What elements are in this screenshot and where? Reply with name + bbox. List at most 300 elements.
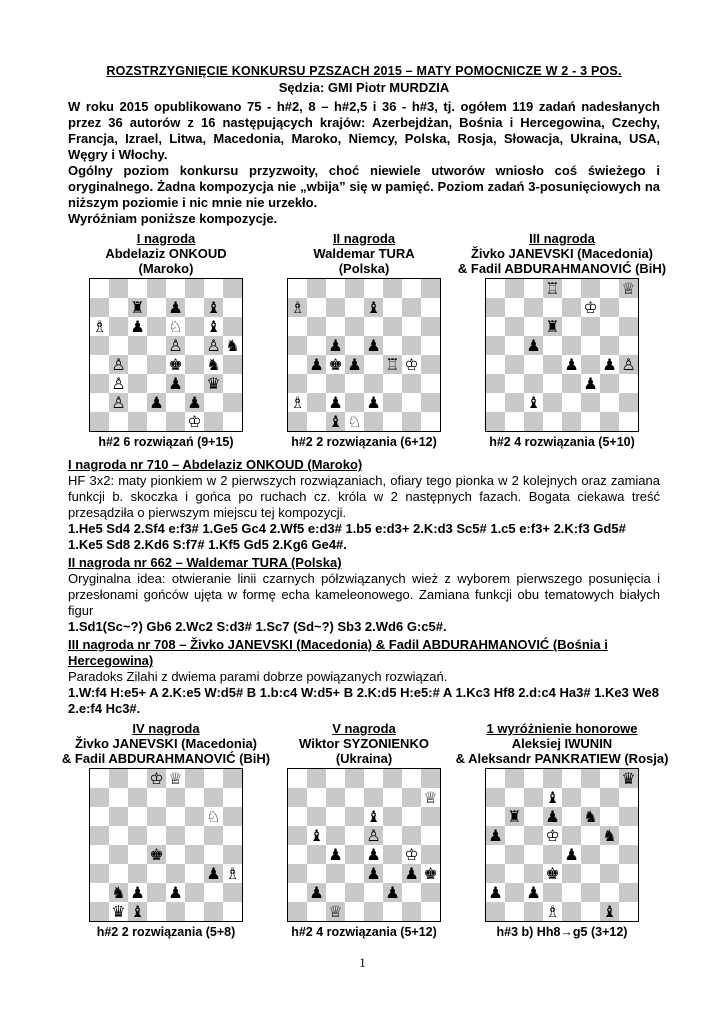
board-square xyxy=(543,788,562,807)
board-square xyxy=(402,393,421,412)
board-square xyxy=(288,374,307,393)
board-square xyxy=(505,279,524,298)
solution-moves: 1.W:f4 H:e5+ A 2.K:e5 W:d5# B 1.b:c4 W:d5+ B 2.K:d5 H:e5:# A 1.Kc3 Hf8 2.d:c4 Ha3# 1.Ke3 We8 2.e:f4 Hc3#. xyxy=(68,685,659,716)
board-square xyxy=(383,826,402,845)
board-square xyxy=(204,807,223,826)
board-square xyxy=(524,355,543,374)
board-square xyxy=(364,355,383,374)
board-square xyxy=(543,826,562,845)
board-square xyxy=(486,769,505,788)
board-square xyxy=(345,902,364,921)
white-knight-icon: ♘ xyxy=(206,807,221,826)
board-square xyxy=(345,336,364,355)
black-bishop-icon: ♝ xyxy=(328,412,343,431)
board-square xyxy=(109,355,128,374)
board-square xyxy=(383,374,402,393)
board-square xyxy=(307,902,326,921)
board-square xyxy=(524,298,543,317)
board-square xyxy=(402,374,421,393)
black-pawn-icon: ♟ xyxy=(328,393,343,412)
board-square xyxy=(402,883,421,902)
board-square xyxy=(421,883,440,902)
board-square xyxy=(581,864,600,883)
diagram-prize-5 xyxy=(266,721,462,939)
black-pawn-icon: ♟ xyxy=(366,845,381,864)
black-king-icon: ♚ xyxy=(423,864,438,883)
board-square xyxy=(90,317,109,336)
board-square xyxy=(166,298,185,317)
board-square xyxy=(600,826,619,845)
board-square xyxy=(505,393,524,412)
board-square xyxy=(364,826,383,845)
board-square xyxy=(185,883,204,902)
board-square xyxy=(505,826,524,845)
board-square xyxy=(486,412,505,431)
chess-board xyxy=(485,278,639,432)
board-square xyxy=(90,883,109,902)
board-square xyxy=(619,845,638,864)
board-square xyxy=(326,883,345,902)
board-square xyxy=(204,374,223,393)
board-square xyxy=(307,298,326,317)
board-square xyxy=(383,279,402,298)
board-square xyxy=(147,788,166,807)
board-square xyxy=(223,317,242,336)
black-king-icon: ♚ xyxy=(545,864,560,883)
board-square xyxy=(307,412,326,431)
board-square xyxy=(307,393,326,412)
black-pawn-icon: ♟ xyxy=(366,864,381,883)
board-square xyxy=(109,769,128,788)
board-square xyxy=(223,393,242,412)
black-pawn-icon: ♟ xyxy=(328,845,343,864)
board-square xyxy=(619,393,638,412)
black-bishop-icon: ♝ xyxy=(602,902,617,921)
board-square xyxy=(619,298,638,317)
black-pawn-icon: ♟ xyxy=(168,298,183,317)
board-square xyxy=(204,336,223,355)
diagram-row-bottom xyxy=(61,721,669,939)
board-square xyxy=(90,355,109,374)
black-bishop-icon: ♝ xyxy=(526,393,541,412)
board-square xyxy=(600,788,619,807)
board-square xyxy=(326,374,345,393)
board-square xyxy=(486,807,505,826)
board-square xyxy=(185,374,204,393)
solution-block xyxy=(68,555,660,635)
author-line: & Fadil ABDURAHMANOVIĆ (BiH) xyxy=(61,751,271,766)
board-square xyxy=(486,279,505,298)
board-square xyxy=(383,355,402,374)
board-square xyxy=(619,317,638,336)
board-square xyxy=(307,317,326,336)
black-pawn-icon: ♟ xyxy=(149,393,164,412)
board-square xyxy=(147,374,166,393)
white-pawn-icon: ♙ xyxy=(111,355,126,374)
chess-board xyxy=(89,278,243,432)
board-square xyxy=(345,807,364,826)
diagram-caption: h#3 b) Hh8→g5 (3+12) xyxy=(496,925,628,939)
intro-paragraph: W roku 2015 opublikowano 75 - h#2, 8 – h#2,5 i 36 - h#3, tj. ogółem 119 zadań nadesłanych przez 36 autorów z 16 następujących krajów: Azerbejdżan, Bośnia i Hercegowina, Czechy, Francja, Izrael, Litwa, Macedonia, Maroko, Niemcy, Polska, Rosja, Słowacja, Ukraina, USA, Węgry i Włochy. xyxy=(68,99,660,162)
board-square xyxy=(185,788,204,807)
board-square xyxy=(543,336,562,355)
board-square xyxy=(128,393,147,412)
board-square xyxy=(345,826,364,845)
board-square xyxy=(345,788,364,807)
board-square xyxy=(147,412,166,431)
board-square xyxy=(421,902,440,921)
board-square xyxy=(147,393,166,412)
board-square xyxy=(147,317,166,336)
board-square xyxy=(223,845,242,864)
board-square xyxy=(402,788,421,807)
black-knight-icon: ♞ xyxy=(583,807,598,826)
board-square xyxy=(421,845,440,864)
board-square xyxy=(109,883,128,902)
board-square xyxy=(90,279,109,298)
solution-moves: 1.He5 Sd4 2.Sf4 e:f3# 1.Ge5 Gc4 2.Wf5 e:d3# 1.b5 e:d3+ 2.K:d3 Sc5# 1.c5 e:f3+ 2.K:f3 Gd5# 1.Ke5 Sd8 2.Kd6 S:f7# 1.Kf5 Gd5 2.Kg6 Ge4#. xyxy=(68,521,626,552)
board-square xyxy=(581,374,600,393)
board-square xyxy=(619,374,638,393)
board-square xyxy=(505,374,524,393)
board-square xyxy=(223,279,242,298)
board-square xyxy=(288,826,307,845)
board-square xyxy=(505,845,524,864)
board-square xyxy=(600,412,619,431)
board-square xyxy=(147,355,166,374)
white-pawn-icon: ♙ xyxy=(111,393,126,412)
black-rook-icon: ♜ xyxy=(507,807,522,826)
board-square xyxy=(364,279,383,298)
white-pawn-icon: ♙ xyxy=(168,336,183,355)
board-square xyxy=(421,788,440,807)
board-square xyxy=(581,845,600,864)
board-square xyxy=(421,864,440,883)
author-line: & Fadil ABDURAHMANOVIĆ (BiH) xyxy=(457,261,667,276)
board-square xyxy=(109,845,128,864)
board-square xyxy=(109,902,128,921)
board-square xyxy=(383,807,402,826)
board-square xyxy=(147,807,166,826)
board-square xyxy=(185,864,204,883)
black-pawn-icon: ♟ xyxy=(488,883,503,902)
white-pawn-icon: ♙ xyxy=(366,826,381,845)
board-square xyxy=(421,769,440,788)
author-line: Waldemar TURA xyxy=(313,246,415,261)
white-pawn-icon: ♙ xyxy=(206,336,221,355)
board-square xyxy=(204,864,223,883)
board-square xyxy=(619,883,638,902)
board-square xyxy=(581,336,600,355)
board-square xyxy=(185,298,204,317)
board-square xyxy=(600,902,619,921)
board-square xyxy=(307,883,326,902)
solution-heading: III nagroda nr 708 – Živko JANEVSKI (Macedonia) & Fadil ABDURAHMANOVIĆ (Bośnia i Hercegowina) xyxy=(68,637,608,668)
board-square xyxy=(619,412,638,431)
board-square xyxy=(543,317,562,336)
board-square xyxy=(600,279,619,298)
board-square xyxy=(562,393,581,412)
board-square xyxy=(600,355,619,374)
board-square xyxy=(505,864,524,883)
diagram-prize-2 xyxy=(266,231,462,449)
board-square xyxy=(562,412,581,431)
board-square xyxy=(581,769,600,788)
board-square xyxy=(128,902,147,921)
board-square xyxy=(402,355,421,374)
board-square xyxy=(364,788,383,807)
board-square xyxy=(600,864,619,883)
board-square xyxy=(204,826,223,845)
board-square xyxy=(600,883,619,902)
board-square xyxy=(581,788,600,807)
award-title: I nagroda xyxy=(136,231,196,246)
board-square xyxy=(204,393,223,412)
judge-line: Sędzia: GMI Piotr MURDZIA xyxy=(278,80,450,95)
board-square xyxy=(486,845,505,864)
solution-heading: I nagroda nr 710 – Abdelaziz ONKOUD (Maroko) xyxy=(68,457,363,472)
board-square xyxy=(128,883,147,902)
board-square xyxy=(383,298,402,317)
solution-heading: II nagroda nr 662 – Waldemar TURA (Polska) xyxy=(68,555,342,570)
board-square xyxy=(147,883,166,902)
board-square xyxy=(562,807,581,826)
award-title: 1 wyróżnienie honorowe xyxy=(486,721,638,736)
page-title: ROZSTRZYGNIĘCIE KONKURSU PZSZACH 2015 – MATY POMOCNICZE W 2 - 3 POS. xyxy=(106,64,622,78)
black-pawn-icon: ♟ xyxy=(130,883,145,902)
black-bishop-icon: ♝ xyxy=(206,298,221,317)
board-square xyxy=(421,317,440,336)
white-king-icon: ♔ xyxy=(404,845,419,864)
board-square xyxy=(486,883,505,902)
black-pawn-icon: ♟ xyxy=(347,355,362,374)
board-square xyxy=(505,298,524,317)
board-square xyxy=(128,788,147,807)
board-square xyxy=(600,298,619,317)
board-square xyxy=(619,279,638,298)
author-line: (Maroko) xyxy=(138,261,194,276)
board-square xyxy=(402,845,421,864)
white-rook-icon: ♖ xyxy=(545,279,560,298)
board-square xyxy=(383,393,402,412)
board-square xyxy=(288,883,307,902)
board-square xyxy=(185,902,204,921)
board-square xyxy=(600,374,619,393)
board-square xyxy=(505,788,524,807)
board-square xyxy=(383,883,402,902)
board-square xyxy=(307,807,326,826)
board-square xyxy=(402,902,421,921)
board-square xyxy=(524,902,543,921)
board-square xyxy=(223,883,242,902)
board-square xyxy=(364,845,383,864)
board-square xyxy=(185,845,204,864)
board-square xyxy=(543,807,562,826)
board-square xyxy=(364,864,383,883)
board-square xyxy=(619,355,638,374)
black-bishop-icon: ♝ xyxy=(366,298,381,317)
white-queen-icon: ♕ xyxy=(423,788,438,807)
board-square xyxy=(562,279,581,298)
board-square xyxy=(581,279,600,298)
board-square xyxy=(364,336,383,355)
diagram-caption: h#2 4 rozwiązania (5+10) xyxy=(489,435,635,449)
diagram-honorable-mention-1 xyxy=(455,721,669,939)
board-square xyxy=(581,355,600,374)
board-square xyxy=(402,279,421,298)
board-square xyxy=(421,355,440,374)
board-square xyxy=(364,807,383,826)
author-line: (Ukraina) xyxy=(335,751,393,766)
board-square xyxy=(288,902,307,921)
board-square xyxy=(364,298,383,317)
board-square xyxy=(326,317,345,336)
black-knight-icon: ♞ xyxy=(602,826,617,845)
board-square xyxy=(288,845,307,864)
board-square xyxy=(204,845,223,864)
black-king-icon: ♚ xyxy=(168,355,183,374)
board-square xyxy=(486,317,505,336)
board-square xyxy=(402,769,421,788)
board-square xyxy=(402,336,421,355)
board-square xyxy=(326,279,345,298)
board-square xyxy=(90,769,109,788)
board-square xyxy=(524,769,543,788)
black-pawn-icon: ♟ xyxy=(309,883,324,902)
board-square xyxy=(383,317,402,336)
board-square xyxy=(581,317,600,336)
board-square xyxy=(600,769,619,788)
board-square xyxy=(402,826,421,845)
board-square xyxy=(128,298,147,317)
black-bishop-icon: ♝ xyxy=(366,807,381,826)
board-square xyxy=(128,355,147,374)
board-square xyxy=(383,788,402,807)
white-king-icon: ♔ xyxy=(545,826,560,845)
award-title: III nagroda xyxy=(529,231,595,246)
author-line: & Aleksandr PANKRATIEW (Rosja) xyxy=(455,751,669,766)
board-square xyxy=(307,864,326,883)
board-square xyxy=(326,336,345,355)
black-queen-icon: ♛ xyxy=(111,902,126,921)
author-line: Živko JANEVSKI (Macedonia) xyxy=(74,736,258,751)
board-square xyxy=(166,374,185,393)
board-square xyxy=(421,826,440,845)
board-square xyxy=(383,902,402,921)
black-pawn-icon: ♟ xyxy=(187,393,202,412)
board-square xyxy=(288,355,307,374)
board-square xyxy=(562,769,581,788)
black-pawn-icon: ♟ xyxy=(564,845,579,864)
board-square xyxy=(90,298,109,317)
black-rook-icon: ♜ xyxy=(545,317,560,336)
board-square xyxy=(581,807,600,826)
board-square xyxy=(166,883,185,902)
board-square xyxy=(204,788,223,807)
board-square xyxy=(345,845,364,864)
author-line: Živko JANEVSKI (Macedonia) xyxy=(470,246,654,261)
board-square xyxy=(326,769,345,788)
award-title: V nagroda xyxy=(332,721,396,736)
board-square xyxy=(204,279,223,298)
board-square xyxy=(90,788,109,807)
black-knight-icon: ♞ xyxy=(111,883,126,902)
intro-paragraph: Wyróżniam poniższe kompozycje. xyxy=(68,211,278,226)
black-bishop-icon: ♝ xyxy=(309,826,324,845)
diagram-caption: h#2 2 rozwiązania (5+8) xyxy=(96,925,236,939)
board-square xyxy=(364,902,383,921)
diagram-prize-4 xyxy=(61,721,271,939)
black-knight-icon: ♞ xyxy=(225,336,240,355)
black-pawn-icon: ♟ xyxy=(168,374,183,393)
board-square xyxy=(524,393,543,412)
board-square xyxy=(345,355,364,374)
board-square xyxy=(543,393,562,412)
board-square xyxy=(128,279,147,298)
board-square xyxy=(288,298,307,317)
black-pawn-icon: ♟ xyxy=(366,393,381,412)
board-square xyxy=(185,769,204,788)
solution-moves: 1.Sd1(Sc~?) Gb6 2.Wc2 S:d3# 1.Sc7 (Sd~?) Sb3 2.Wd6 G:c5#. xyxy=(68,619,447,634)
board-square xyxy=(524,412,543,431)
board-square xyxy=(581,412,600,431)
author-line: Aleksiej IWUNIN xyxy=(511,736,613,751)
board-square xyxy=(543,883,562,902)
black-pawn-icon: ♟ xyxy=(404,864,419,883)
board-square xyxy=(524,826,543,845)
black-pawn-icon: ♟ xyxy=(366,336,381,355)
black-pawn-icon: ♟ xyxy=(206,864,221,883)
board-square xyxy=(505,355,524,374)
board-square xyxy=(562,374,581,393)
board-square xyxy=(345,317,364,336)
black-pawn-icon: ♟ xyxy=(545,807,560,826)
black-bishop-icon: ♝ xyxy=(545,788,560,807)
award-title: II nagroda xyxy=(332,231,396,246)
board-square xyxy=(166,845,185,864)
white-bishop-icon: ♗ xyxy=(545,902,560,921)
board-square xyxy=(307,826,326,845)
board-square xyxy=(223,788,242,807)
board-square xyxy=(307,374,326,393)
board-square xyxy=(543,298,562,317)
black-king-icon: ♚ xyxy=(149,845,164,864)
board-square xyxy=(185,412,204,431)
board-square xyxy=(562,788,581,807)
white-pawn-icon: ♙ xyxy=(111,374,126,393)
board-square xyxy=(364,317,383,336)
board-square xyxy=(562,864,581,883)
board-square xyxy=(128,864,147,883)
board-square xyxy=(505,412,524,431)
solution-comment: Oryginalna idea: otwieranie linii czarnych półzwiązanych wież z wyborem pierwszego posunięcia i przesłonami gońców ujęta w formę echa kameleonowego. Zamiana funkcji obu tematowych białych figur xyxy=(68,571,660,618)
board-square xyxy=(147,298,166,317)
board-square xyxy=(128,769,147,788)
black-pawn-icon: ♟ xyxy=(328,336,343,355)
board-square xyxy=(421,279,440,298)
board-square xyxy=(147,336,166,355)
board-square xyxy=(326,788,345,807)
board-square xyxy=(185,279,204,298)
board-square xyxy=(166,788,185,807)
board-square xyxy=(524,336,543,355)
board-square xyxy=(402,864,421,883)
board-square xyxy=(543,769,562,788)
board-square xyxy=(288,393,307,412)
board-square xyxy=(383,336,402,355)
board-square xyxy=(166,864,185,883)
board-square xyxy=(364,374,383,393)
